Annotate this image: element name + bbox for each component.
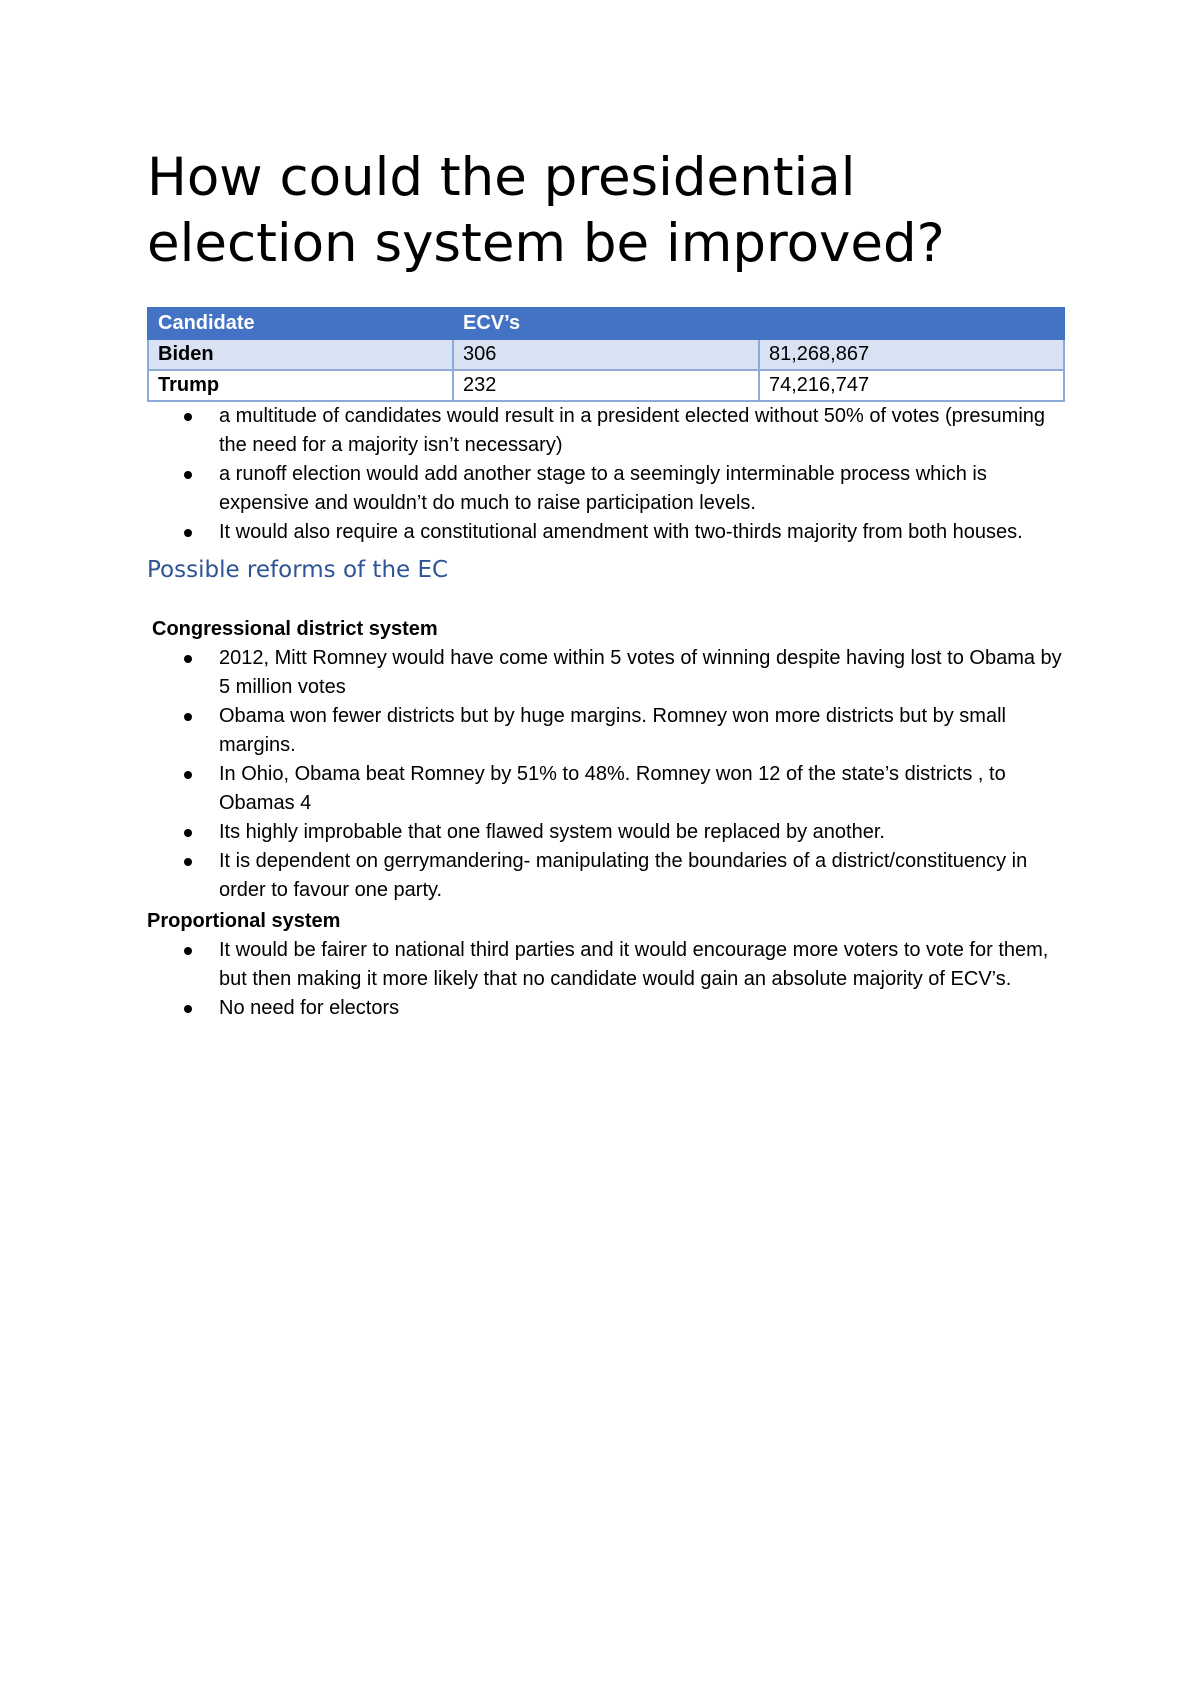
list-item: Obama won fewer districts but by huge margins. Romney won more districts but by small margins. [147,702,1063,760]
list-item: Its highly improbable that one flawed system would be replaced by another. [147,818,1063,847]
reforms-heading: Possible reforms of the EC [147,557,449,583]
list-item: In Ohio, Obama beat Romney by 51% to 48%. Romney won 12 of the state’s districts , to Obamas 4 [147,760,1063,818]
bullet-icon [184,471,192,479]
bullet-icon [184,713,192,721]
proportional-label: Proportional system [147,910,341,932]
results-table [147,307,1065,402]
list-item: It would also require a constitutional amendment with two-thirds majority from both houses. [147,518,1063,547]
header-candidate: Candidate [148,308,453,339]
table-header-row [148,308,1064,339]
cell-ecv: 306 [453,339,759,370]
cell-candidate: Biden [148,339,453,370]
cell-candidate: Trump [148,370,453,401]
cell-votes: 74,216,747 [759,370,1064,401]
list-item: No need for electors [147,994,1063,1023]
bullet-icon [184,771,192,779]
congressional-bullet-list [147,644,1063,905]
congressional-label: Congressional district system [152,618,438,640]
table-row [148,370,1064,401]
page-title: How could the presidential election system be improved? [147,147,945,274]
bullet-icon [184,829,192,837]
cell-votes: 81,268,867 [759,339,1064,370]
bullet-icon [184,655,192,663]
list-item: It would be fairer to national third parties and it would encourage more voters to vote for them, but then making it more likely that no candidate would gain an absolute majority of ECV’s. [147,936,1063,994]
bullet-icon [184,858,192,866]
intro-bullet-list [147,402,1063,547]
table-row [148,339,1064,370]
document-page [147,145,1063,1023]
proportional-bullet-list [147,936,1063,1023]
list-item: a runoff election would add another stage to a seemingly interminable process which is expensive and wouldn’t do much to raise participation levels. [147,460,1063,518]
bullet-icon [184,1005,192,1013]
bullet-icon [184,947,192,955]
bullet-icon [184,413,192,421]
cell-ecv: 232 [453,370,759,401]
bullet-icon [184,529,192,537]
list-item: 2012, Mitt Romney would have come within 5 votes of winning despite having lost to Obama by 5 million votes [147,644,1063,702]
header-votes [759,308,1064,339]
header-ecvs: ECV’s [453,308,759,339]
list-item: It is dependent on gerrymandering- manipulating the boundaries of a district/constituency in order to favour one party. [147,847,1063,905]
list-item: a multitude of candidates would result in a president elected without 50% of votes (presuming the need for a majority isn’t necessary) [147,402,1063,460]
